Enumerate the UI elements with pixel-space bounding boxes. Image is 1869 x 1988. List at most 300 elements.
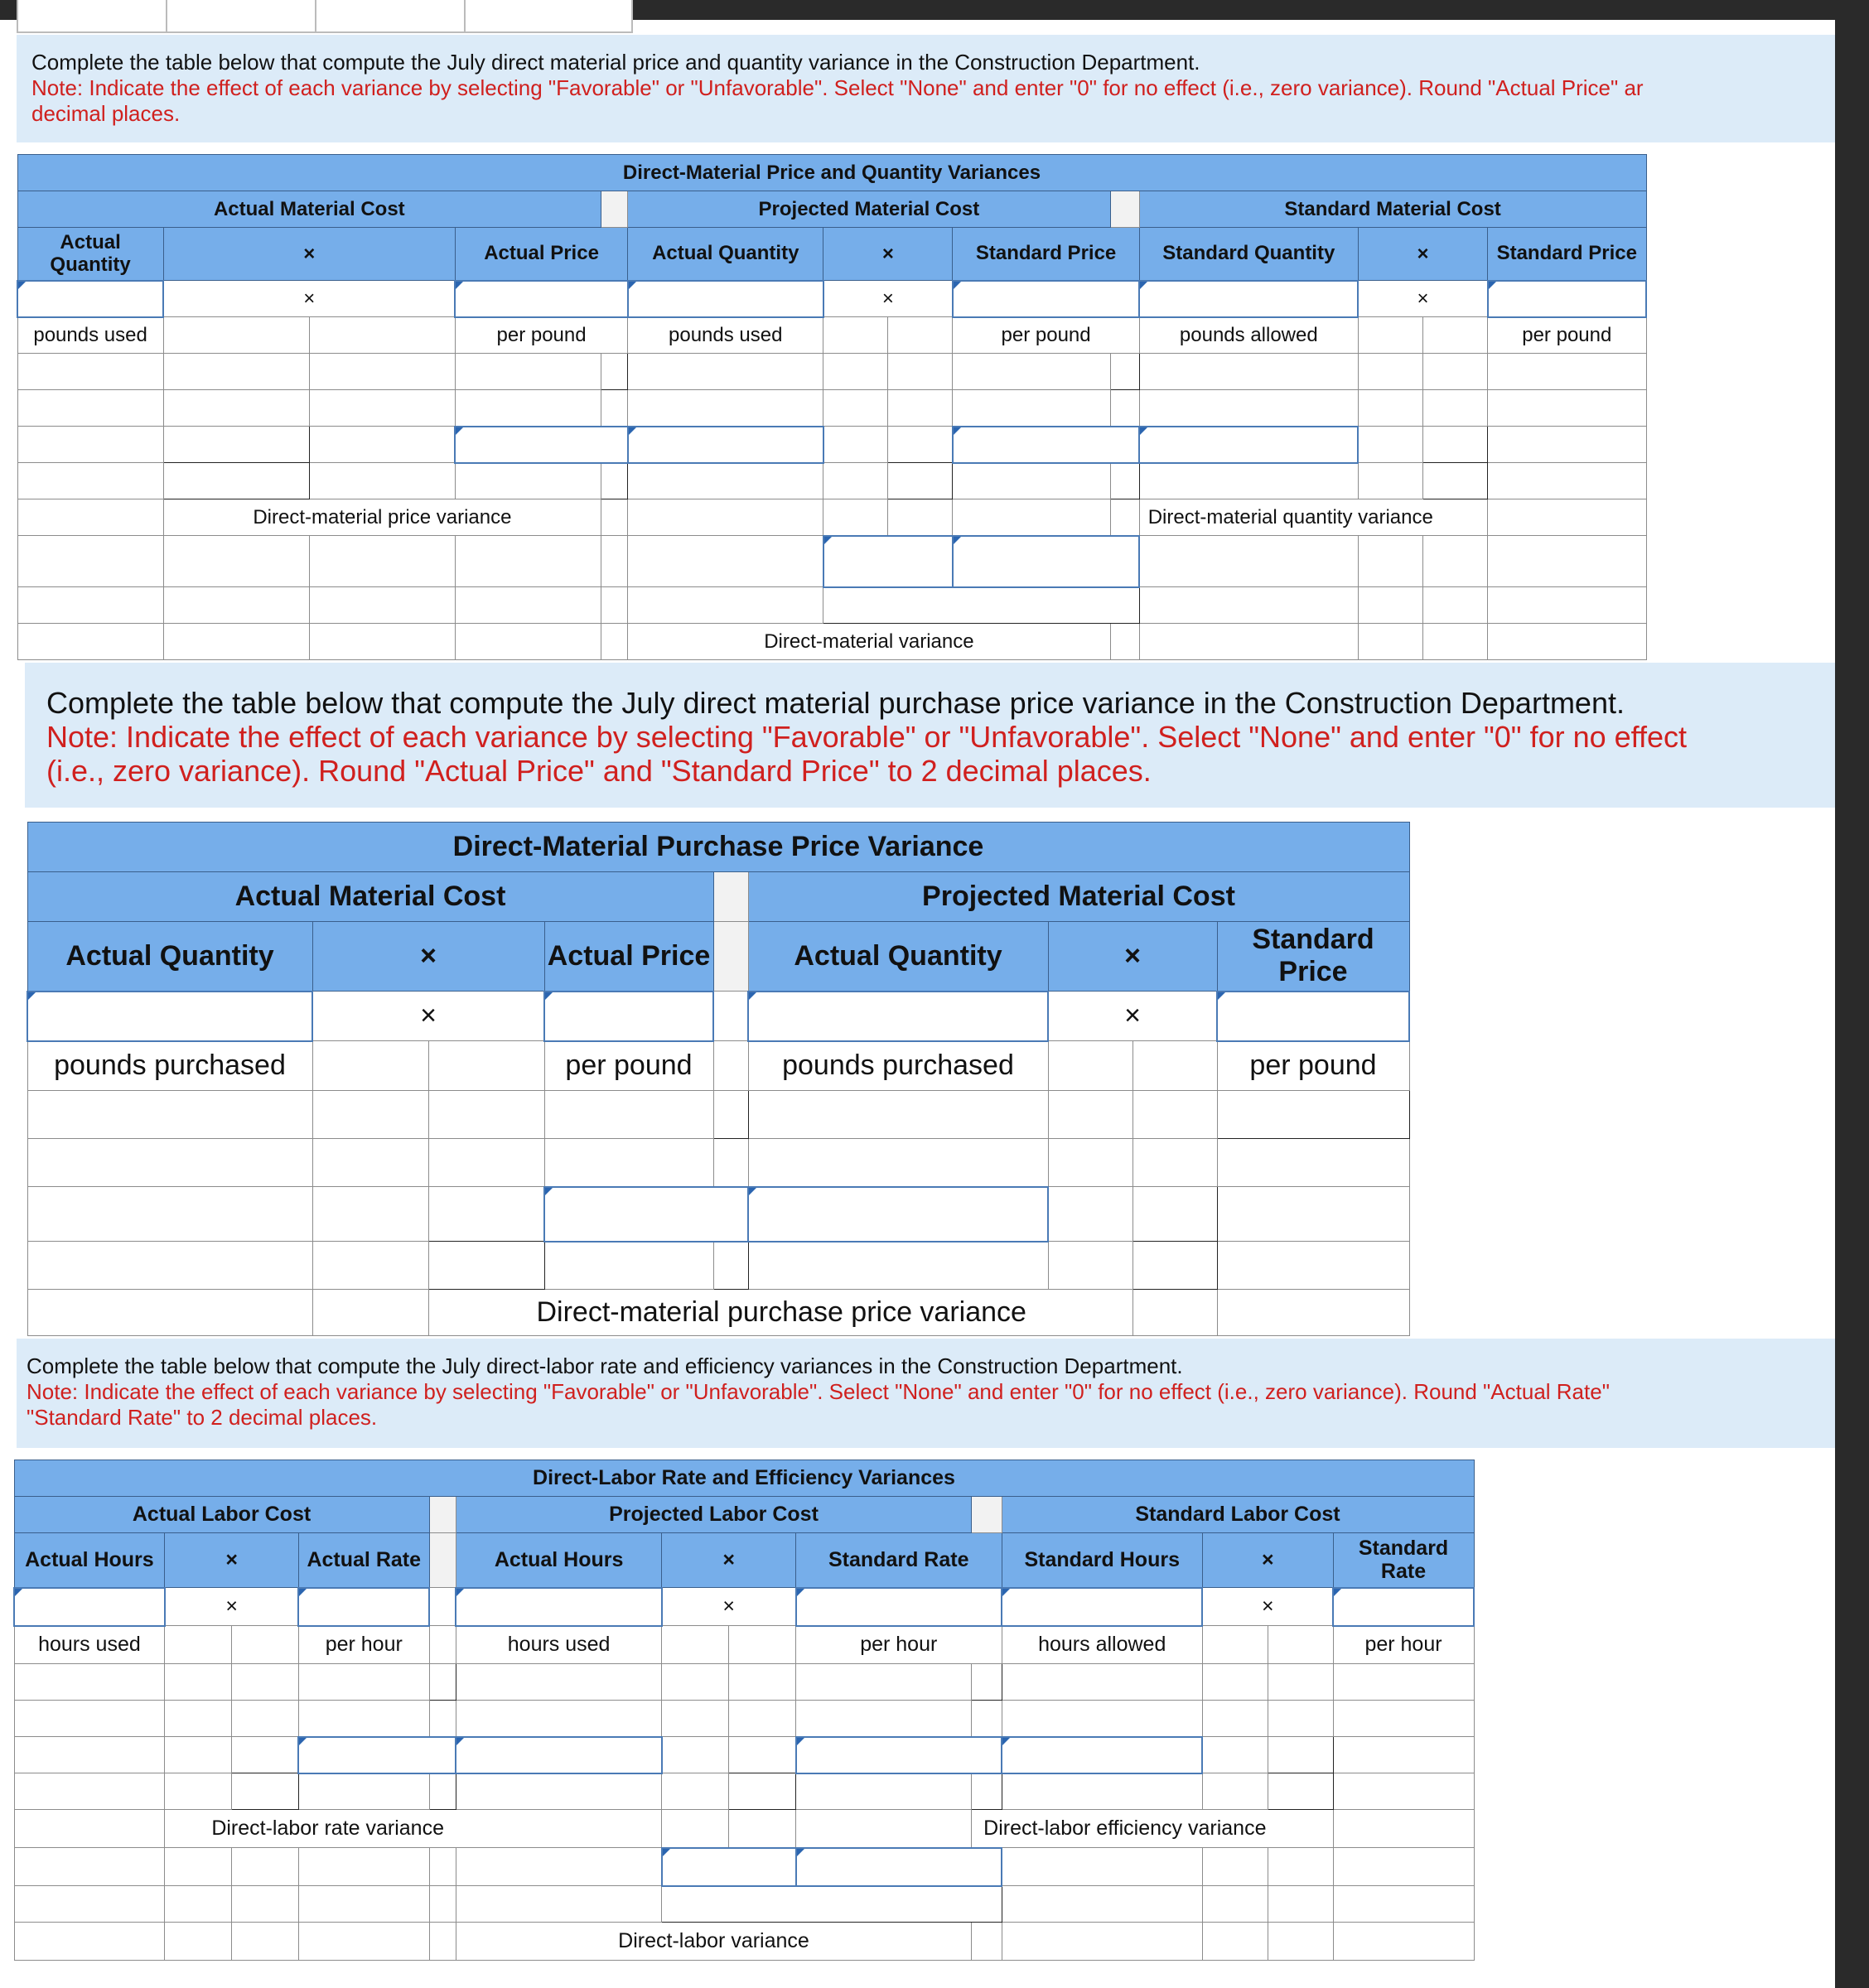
unit-label: per hour (298, 1626, 429, 1664)
cell (1202, 1626, 1268, 1664)
price-variance-effect-select[interactable] (628, 427, 823, 463)
cell (796, 1701, 972, 1737)
actual-price-input[interactable] (544, 992, 713, 1041)
cell (601, 354, 628, 390)
instructions-price-quantity (17, 35, 1835, 142)
cell (662, 1810, 729, 1848)
col-times: × (823, 228, 953, 281)
cell (1002, 1701, 1202, 1737)
note-text-cont: (i.e., zero variance). Round "Actual Price" and "Standard Price" to 2 decimal places. (46, 754, 1152, 788)
cell (544, 1242, 713, 1290)
cell (309, 427, 455, 463)
cell (163, 427, 309, 463)
purchase-price-variance-amount-input[interactable] (544, 1187, 748, 1242)
note-text: Note: Indicate the effect of each variance by selecting "Favorable" or "Unfavorable". Select "None" and enter "0" for no effect (i.e., zero variance). Round "Actual Price" ar (31, 75, 1644, 100)
cell (628, 390, 823, 427)
cell (972, 1701, 1002, 1737)
cell (1358, 354, 1422, 390)
group-projected-material-cost: Projected Material Cost (628, 191, 1111, 228)
cell (163, 624, 309, 660)
separator (429, 1533, 456, 1588)
cell (713, 1139, 748, 1187)
unit-label: per pound (1217, 1041, 1409, 1091)
separator (601, 191, 628, 228)
question-text: Complete the table below that compute the July direct material purchase price variance in the Construction Department. (46, 686, 1625, 720)
purchase-price-variance-effect-select[interactable] (748, 1187, 1048, 1242)
unit-label: per pound (1488, 317, 1646, 354)
cell (17, 463, 163, 499)
cell (1202, 1737, 1268, 1773)
cell (823, 427, 888, 463)
cell (165, 1923, 232, 1961)
col-times: × (1048, 922, 1217, 992)
unit-label: per pound (953, 317, 1139, 354)
table-title: Direct-Material Price and Quantity Variances (17, 155, 1646, 191)
cell (27, 1242, 312, 1290)
cell (298, 1701, 429, 1737)
purchase-price-table (27, 822, 1410, 1336)
cell (27, 1091, 312, 1139)
cell (953, 499, 1110, 536)
standard-quantity-input[interactable] (1139, 281, 1358, 317)
actual-hours-input[interactable] (14, 1588, 165, 1626)
cell (972, 1923, 1002, 1961)
cell (1048, 1242, 1133, 1290)
separator (429, 1497, 456, 1533)
cell (312, 1242, 428, 1290)
rate-variance-amount-input[interactable] (298, 1737, 456, 1773)
cell (1268, 1701, 1333, 1737)
cell (27, 1290, 312, 1336)
cell (312, 1041, 428, 1091)
col-standard-rate: Standard Rate (796, 1533, 1002, 1588)
cell (823, 354, 888, 390)
standard-hours-input[interactable] (1002, 1588, 1202, 1626)
cell (1133, 1242, 1217, 1290)
cell (1423, 463, 1488, 499)
cell (628, 587, 823, 624)
cell (429, 1923, 456, 1961)
cell (601, 499, 628, 536)
col-times: × (312, 922, 544, 992)
cell (796, 1810, 972, 1848)
cell (1488, 624, 1646, 660)
cell (628, 536, 823, 587)
cell (1423, 427, 1488, 463)
cell (1217, 1290, 1409, 1336)
cell (748, 1242, 1048, 1290)
times-sign: × (1048, 992, 1217, 1041)
tab-1[interactable] (17, 0, 169, 33)
note-text-cont: decimal places. (31, 101, 181, 126)
group-actual-labor-cost: Actual Labor Cost (14, 1497, 429, 1533)
cell (662, 1664, 729, 1701)
labor-variance-table (13, 1460, 1475, 1961)
col-actual-quantity: Actual Quantity (628, 228, 823, 281)
cell (823, 390, 888, 427)
cell (1488, 499, 1646, 536)
total-variance-label: Direct-material variance (628, 624, 1111, 660)
cell (455, 354, 601, 390)
cell (1333, 1848, 1474, 1886)
price-quantity-table (17, 154, 1647, 660)
price-variance-label: Direct-material price variance (163, 499, 601, 536)
unit-label: pounds purchased (748, 1041, 1048, 1091)
cell (165, 1701, 232, 1737)
projected-standard-price-input[interactable] (953, 281, 1139, 317)
tab-3[interactable] (315, 0, 467, 33)
cell (1488, 390, 1646, 427)
cell (14, 1737, 165, 1773)
cell (1139, 463, 1358, 499)
cell (1139, 587, 1358, 624)
cell (888, 317, 953, 354)
cell (232, 1701, 299, 1737)
cell (1268, 1848, 1333, 1886)
cell (1358, 463, 1422, 499)
cell (312, 1091, 428, 1139)
cell (1002, 1664, 1202, 1701)
cell (1333, 1886, 1474, 1923)
standard-rate-input[interactable] (1333, 1588, 1474, 1626)
unit-label: pounds used (17, 317, 163, 354)
col-times: × (1202, 1533, 1333, 1588)
cell (1133, 1041, 1217, 1091)
cell (1358, 317, 1422, 354)
cell (1139, 390, 1358, 427)
cell (1268, 1773, 1333, 1810)
cell (1202, 1664, 1268, 1701)
cell (232, 1737, 299, 1773)
group-projected-labor-cost: Projected Labor Cost (456, 1497, 971, 1533)
efficiency-variance-label: Direct-labor efficiency variance (972, 1810, 1333, 1848)
times-sign: × (823, 281, 953, 317)
projected-quantity-input[interactable] (748, 992, 1048, 1041)
cell (1423, 587, 1488, 624)
projected-hours-input[interactable] (456, 1588, 662, 1626)
col-times: × (163, 228, 455, 281)
cell (428, 1139, 544, 1187)
unit-label: per hour (1333, 1626, 1474, 1664)
col-standard-price: Standard Price (1217, 922, 1409, 992)
col-times: × (1358, 228, 1487, 281)
cell (455, 536, 601, 587)
cell (1217, 1187, 1409, 1242)
cell (823, 317, 888, 354)
table-title: Direct-Labor Rate and Efficiency Variances (14, 1460, 1474, 1497)
group-actual-material-cost: Actual Material Cost (17, 191, 601, 228)
cell (1110, 390, 1139, 427)
cell (1358, 427, 1422, 463)
cell (544, 1139, 713, 1187)
tab-2[interactable] (166, 0, 318, 33)
cell (1268, 1626, 1333, 1664)
cell (27, 1187, 312, 1242)
cell (1002, 1923, 1202, 1961)
cell (953, 354, 1110, 390)
cell (1333, 1701, 1474, 1737)
cell (17, 499, 163, 536)
question-text: Complete the table below that compute the July direct-labor rate and efficiency variances in the Construction Department. (27, 1353, 1183, 1378)
cell (1217, 1242, 1409, 1290)
cell (796, 1664, 972, 1701)
cell (456, 1773, 662, 1810)
cell (1423, 354, 1488, 390)
cell (713, 1091, 748, 1139)
cell (428, 1041, 544, 1091)
cell (601, 390, 628, 427)
total-variance-amount-input[interactable] (823, 536, 953, 587)
cell (429, 1588, 456, 1626)
cell (309, 536, 455, 587)
cell (232, 1848, 299, 1886)
cell (455, 390, 601, 427)
cell (748, 1139, 1048, 1187)
cell (888, 427, 953, 463)
question-text: Complete the table below that compute the July direct material price and quantity variance in the Construction Department. (31, 50, 1200, 75)
cell (1268, 1923, 1333, 1961)
unit-label: hours used (14, 1626, 165, 1664)
cell (1423, 390, 1488, 427)
col-standard-hours: Standard Hours (1002, 1533, 1202, 1588)
cell (456, 1664, 662, 1701)
cell (456, 1701, 662, 1737)
separator (713, 872, 748, 922)
col-actual-price: Actual Price (455, 228, 627, 281)
instructions-labor (17, 1339, 1835, 1448)
cell (796, 1773, 972, 1810)
cell (456, 1848, 662, 1886)
price-variance-amount-input[interactable] (455, 427, 627, 463)
cell (1139, 624, 1358, 660)
cell (601, 536, 628, 587)
note-text: Note: Indicate the effect of each variance by selecting "Favorable" or "Unfavorable". Select "None" and enter "0" for no effect (46, 720, 1688, 754)
cell (455, 624, 601, 660)
cell (429, 1664, 456, 1701)
col-actual-hours: Actual Hours (456, 1533, 662, 1588)
cell (456, 1886, 662, 1923)
cell (1488, 354, 1646, 390)
purchase-price-variance-label: Direct-material purchase price variance (428, 1290, 1133, 1336)
separator (1110, 191, 1139, 228)
quantity-variance-label: Direct-material quantity variance (1139, 499, 1487, 536)
cell (888, 354, 953, 390)
cell (823, 499, 888, 536)
cell (165, 1886, 232, 1923)
cell (713, 1242, 748, 1290)
cell (163, 317, 309, 354)
cell (309, 390, 455, 427)
cell (1488, 463, 1646, 499)
cell (628, 354, 823, 390)
cell (14, 1848, 165, 1886)
cell (17, 427, 163, 463)
cell (972, 1664, 1002, 1701)
cell (165, 1664, 232, 1701)
cell (1133, 1290, 1217, 1336)
cell (232, 1773, 299, 1810)
cell (428, 1187, 544, 1242)
actual-quantity-input[interactable] (17, 281, 163, 317)
times-sign: × (1202, 1588, 1333, 1626)
cell (1202, 1773, 1268, 1810)
cell (14, 1773, 165, 1810)
cell (1202, 1848, 1268, 1886)
unit-label: pounds used (628, 317, 823, 354)
cell (17, 536, 163, 587)
cell (429, 1886, 456, 1923)
projected-quantity-input[interactable] (628, 281, 823, 317)
cell (1333, 1773, 1474, 1810)
cell (309, 354, 455, 390)
cell (232, 1923, 299, 1961)
cell (823, 587, 1139, 624)
cell (953, 463, 1110, 499)
cell (14, 1701, 165, 1737)
cell (1358, 536, 1422, 587)
tab-4[interactable] (464, 0, 633, 33)
times-sign: × (312, 992, 544, 1041)
cell (312, 1187, 428, 1242)
cell (662, 1886, 1002, 1923)
cell (27, 1139, 312, 1187)
cell (662, 1626, 729, 1664)
cell (17, 354, 163, 390)
cell (1268, 1737, 1333, 1773)
cell (1333, 1810, 1474, 1848)
total-labor-variance-effect-select[interactable] (796, 1848, 1002, 1886)
cell (165, 1773, 232, 1810)
total-labor-variance-amount-input[interactable] (662, 1848, 796, 1886)
standard-price-input[interactable] (1217, 992, 1409, 1041)
standard-price-input[interactable] (1488, 281, 1646, 317)
unit-label: pounds purchased (27, 1041, 312, 1091)
cell (429, 1626, 456, 1664)
cell (232, 1886, 299, 1923)
cell (17, 587, 163, 624)
cell (1217, 1139, 1409, 1187)
col-times: × (662, 1533, 796, 1588)
cell (163, 390, 309, 427)
unit-label: per pound (455, 317, 627, 354)
cell (1268, 1664, 1333, 1701)
cell (888, 499, 953, 536)
quantity-variance-amount-input[interactable] (953, 427, 1139, 463)
total-labor-variance-label: Direct-labor variance (456, 1923, 971, 1961)
cell (298, 1664, 429, 1701)
cell (1110, 354, 1139, 390)
total-variance-effect-select[interactable] (953, 536, 1139, 587)
table-title: Direct-Material Purchase Price Variance (27, 823, 1409, 872)
cell (163, 463, 309, 499)
cell (165, 1626, 232, 1664)
col-actual-price: Actual Price (544, 922, 713, 992)
cell (1110, 463, 1139, 499)
cell (729, 1664, 796, 1701)
col-standard-rate: Standard Rate (1333, 1533, 1474, 1588)
actual-price-input[interactable] (455, 281, 627, 317)
cell (428, 1091, 544, 1139)
cell (1423, 624, 1488, 660)
cell (1110, 624, 1139, 660)
cell (729, 1701, 796, 1737)
cell (662, 1701, 729, 1737)
cell (1048, 1187, 1133, 1242)
cell (298, 1923, 429, 1961)
cell (429, 1773, 456, 1810)
col-times: × (165, 1533, 299, 1588)
cell (544, 1091, 713, 1139)
efficiency-variance-amount-input[interactable] (796, 1737, 1002, 1773)
cell (601, 587, 628, 624)
col-actual-quantity: Actual Quantity (748, 922, 1048, 992)
cell (1358, 624, 1422, 660)
cell (1002, 1773, 1202, 1810)
cell (1048, 1139, 1133, 1187)
cell (17, 390, 163, 427)
cell (312, 1290, 428, 1336)
cell (1139, 354, 1358, 390)
cell (1002, 1848, 1202, 1886)
times-sign: × (163, 281, 455, 317)
unit-label: pounds allowed (1139, 317, 1358, 354)
cell (1488, 536, 1646, 587)
cell (455, 463, 601, 499)
cell (165, 1737, 232, 1773)
quantity-variance-effect-select[interactable] (1139, 427, 1358, 463)
cell (163, 587, 309, 624)
cell (1423, 317, 1488, 354)
unit-label: per pound (544, 1041, 713, 1091)
cell (662, 1737, 729, 1773)
col-actual-quantity: Actual Quantity (27, 922, 312, 992)
cell (1048, 1091, 1133, 1139)
cell (309, 587, 455, 624)
cell (163, 536, 309, 587)
cell (1202, 1701, 1268, 1737)
cell (14, 1886, 165, 1923)
actual-quantity-purchased-input[interactable] (27, 992, 312, 1041)
cell (1488, 587, 1646, 624)
separator (972, 1497, 1002, 1533)
cell (1217, 1091, 1409, 1139)
group-actual-material-cost: Actual Material Cost (27, 872, 713, 922)
cell (17, 624, 163, 660)
rate-variance-effect-select[interactable] (456, 1737, 662, 1773)
actual-rate-input[interactable] (298, 1588, 429, 1626)
projected-standard-rate-input[interactable] (796, 1588, 1002, 1626)
cell (429, 1701, 456, 1737)
col-actual-hours: Actual Hours (14, 1533, 165, 1588)
times-sign: × (662, 1588, 796, 1626)
cell (888, 390, 953, 427)
cell (1333, 1737, 1474, 1773)
cell (953, 390, 1110, 427)
cell (14, 1923, 165, 1961)
efficiency-variance-effect-select[interactable] (1002, 1737, 1202, 1773)
cell (1202, 1923, 1268, 1961)
cell (888, 463, 953, 499)
group-projected-material-cost: Projected Material Cost (748, 872, 1409, 922)
cell (163, 354, 309, 390)
cell (729, 1773, 796, 1810)
col-standard-price: Standard Price (1488, 228, 1646, 281)
cell (1133, 1139, 1217, 1187)
cell (729, 1737, 796, 1773)
cell (628, 463, 823, 499)
cell (1202, 1886, 1268, 1923)
rate-variance-label: Direct-labor rate variance (165, 1810, 662, 1848)
